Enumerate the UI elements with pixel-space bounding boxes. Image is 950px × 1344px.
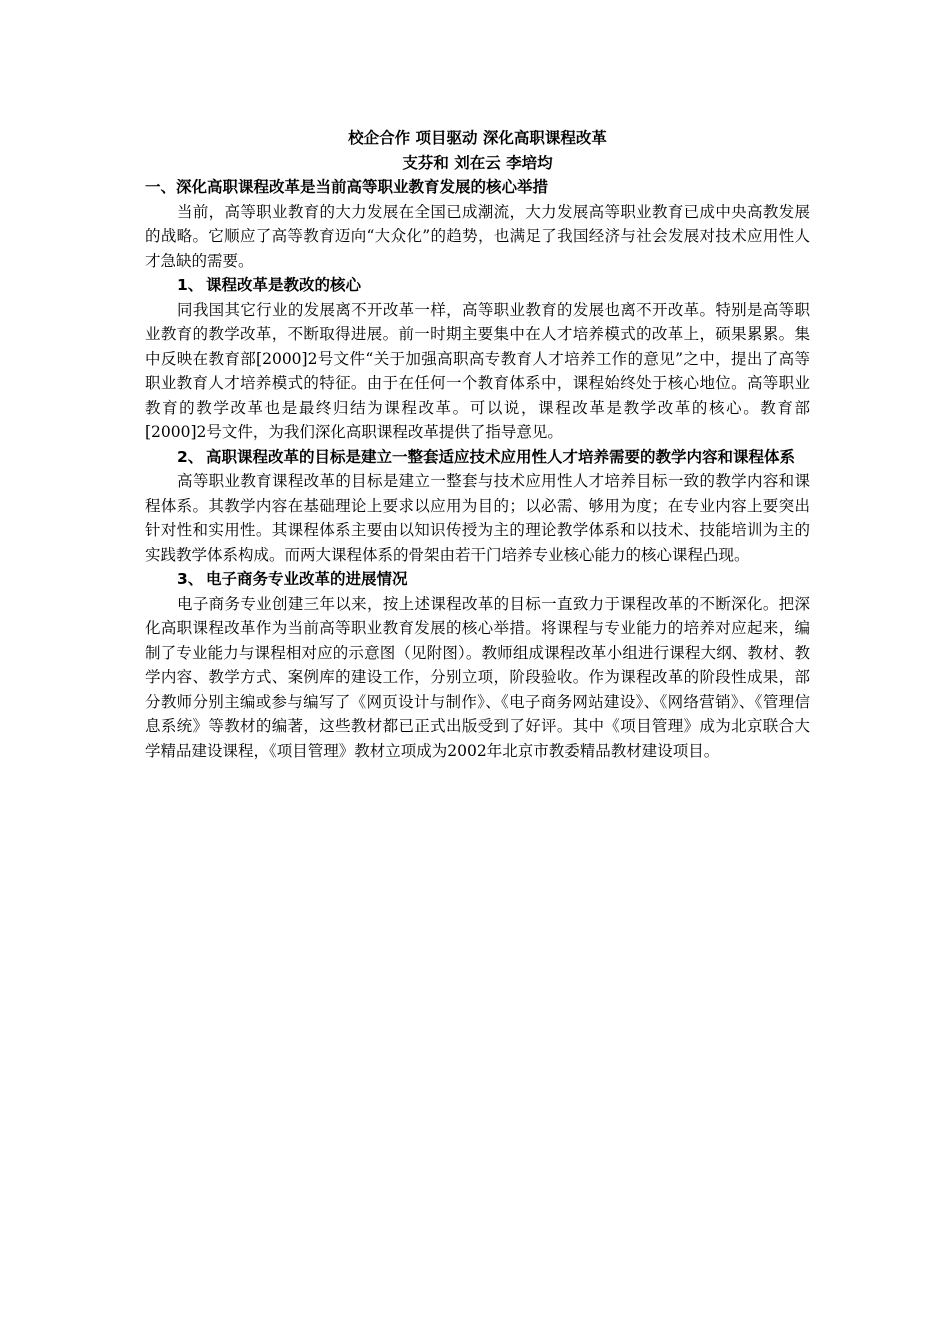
subsection-1-heading: [145, 273, 810, 298]
subsection-1-title: 课程改革是教改的核心: [206, 276, 362, 294]
document-page: [145, 126, 810, 763]
section-1-heading: 一、深化高职课程改革是当前高等职业教育发展的核心举措: [145, 178, 549, 196]
subsection-1-number: 1、: [177, 276, 204, 294]
subsection-3-title: 电子商务专业改革的进展情况: [206, 570, 408, 588]
subsection-2-number: 2、: [177, 447, 204, 466]
subsection-2-title: 高职课程改革的目标是建立一整套适应技术应用性人才培养需要的教学内容和课程体系: [206, 447, 796, 466]
subsection-3-heading: [145, 567, 810, 592]
subsection-3-number: 3、: [177, 570, 204, 588]
subsection-2-body: 高等职业教育课程改革的目标是建立一整套与技术应用性人才培养目标一致的教学内容和课程体系。其教学内容在基础理论上要求以应用为目的；以必需、够用为度；在专业内容上要突出针对性和实用性。其课程体系主要由以知识传授为主的理论教学体系和以技术、技能培训为主的实践教学体系构成。而两大课程体系的骨架由若干门培养专业核心能力的核心课程凸现。: [145, 472, 810, 564]
subsection-2-heading: [145, 445, 810, 470]
document-title: 校企合作 项目驱动 深化高职课程改革: [348, 129, 607, 147]
document-authors: 支芬和 刘在云 李培均: [402, 153, 553, 172]
subsection-3-body: 电子商务专业创建三年以来，按上述课程改革的目标一直致力于课程改革的不断深化。把深化高职课程改革作为当前高等职业教育发展的核心举措。将课程与专业能力的培养对应起来，编制了专业能力与课程相对应的示意图（见附图）。教师组成课程改革小组进行课程大纲、教材、教学内容、教学方式、案例库的建设工作，分别立项，阶段验收。作为课程改革的阶段性成果，部分教师分别主编或参与编写了《网页设计与制作》、《电子商务网站建设》、《网络营销》、《管理信息系统》等教材的编著，这些教材都已正式出版受到了好评。其中《项目管理》成为北京联合大学精品建设课程，《项目管理》教材立项成为2002年北京市教委精品教材建设项目。: [145, 594, 810, 760]
section-1-intro: 当前，高等职业教育的大力发展在全国已成潮流，大力发展高等职业教育已成中央高教发展的战略。它顺应了高等教育迈向“大众化”的趋势，也满足了我国经济与社会发展对技术应用性人才急缺的需要。: [145, 202, 810, 270]
subsection-1-body: 同我国其它行业的发展离不开改革一样，高等职业教育的发展也离不开改革。特别是高等职业教育的教学改革，不断取得进展。前一时期主要集中在人才培养模式的改革上，硕果累累。集中反映在教育部[2000]2号文件“关于加强高职高专教育人才培养工作的意见”之中，提出了高等职业教育人才培养模式的特征。由于在任何一个教育体系中，课程始终处于核心地位。高等职业教育的教学改革也是最终归结为课程改革。可以说，课程改革是教学改革的核心。教育部[2000]2号文件，为我们深化高职课程改革提供了指导意见。: [145, 300, 810, 441]
